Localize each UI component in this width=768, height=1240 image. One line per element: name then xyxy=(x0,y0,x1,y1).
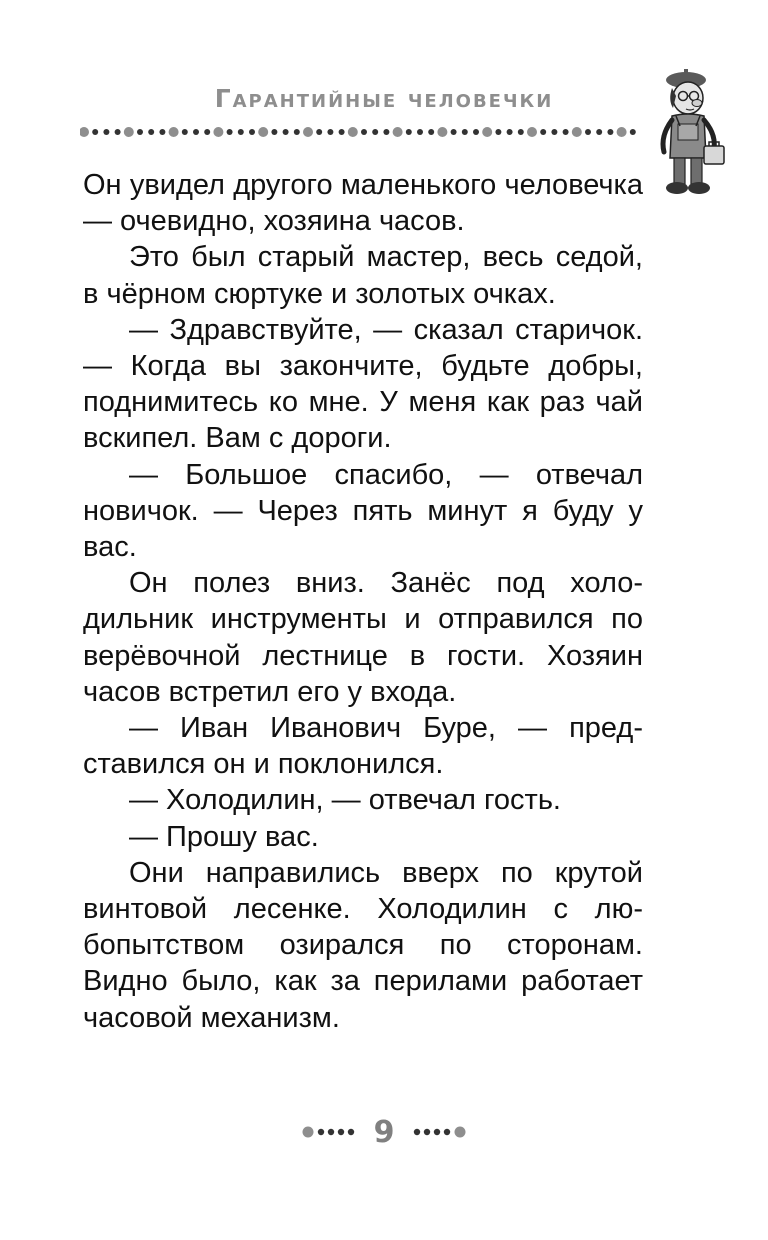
paragraph: — Большое спасибо, — отвечал новичок. — Через пять минут я буду у вас. xyxy=(83,458,643,564)
divider-dot xyxy=(348,127,358,137)
divider-dot xyxy=(507,129,513,135)
divider-dot xyxy=(572,127,582,137)
paragraph: — Здравствуйте, — сказал старичок. — Когда вы закончите, будьте добры, поднимитесь ко мне. У меня как раз чай вскипел. Вам с дороги. xyxy=(83,313,643,455)
divider-dot xyxy=(406,129,412,135)
divider-dot xyxy=(372,129,378,135)
divider-dot xyxy=(283,129,289,135)
divider-dot xyxy=(294,129,300,135)
divider-dot xyxy=(527,127,537,137)
divider-dot xyxy=(148,129,154,135)
paragraph: Это был старый мастер, весь седой, в чёрном сюртуке и золотых очках. xyxy=(83,241,643,310)
running-head: Гарантийные человечки xyxy=(214,84,554,113)
divider-dot xyxy=(213,127,223,137)
divider-dot xyxy=(227,129,233,135)
divider-dot xyxy=(159,129,165,135)
divider-dot xyxy=(361,129,367,135)
page-footer xyxy=(0,1112,768,1152)
divider-dot xyxy=(451,129,457,135)
divider-dot xyxy=(383,129,389,135)
divider-dot xyxy=(462,129,468,135)
dotted-divider-icon xyxy=(80,125,640,139)
divider-dot xyxy=(437,127,447,137)
dot-cluster-icon xyxy=(302,1125,356,1139)
divider-dot xyxy=(92,129,98,135)
divider-dot xyxy=(169,127,179,137)
paragraph: Он полез вниз. Занёс под холодильник инструменты и отправился по верёвочной лестнице в гости. Хозяин часов встретил его у входа. xyxy=(83,567,643,708)
paragraph: Они направились вверх по крутой винтовой лесенке. Холодилин с любопытством озирался по сторонам. Видно было, как за перилами работает часовой механизм. xyxy=(83,856,643,1034)
divider-dot xyxy=(303,127,313,137)
divider-dot xyxy=(495,129,501,135)
divider-dot xyxy=(563,129,569,135)
body-text xyxy=(83,167,643,1036)
divider-dot xyxy=(540,129,546,135)
divider-dot xyxy=(393,127,403,137)
divider-dot xyxy=(249,129,255,135)
divider-dot xyxy=(80,127,89,137)
divider-dot xyxy=(585,129,591,135)
divider-dot xyxy=(193,129,199,135)
paragraph: — Прошу вас. xyxy=(129,820,319,853)
divider-dot xyxy=(596,129,602,135)
divider-dot xyxy=(518,129,524,135)
little-man-with-beret-icon xyxy=(646,66,730,198)
divider-dot xyxy=(339,129,345,135)
divider-dot xyxy=(182,129,188,135)
divider-dot xyxy=(271,129,277,135)
divider-dot xyxy=(258,127,268,137)
page-number: 9 xyxy=(373,1114,395,1150)
divider-dot xyxy=(417,129,423,135)
divider-dot xyxy=(316,129,322,135)
paragraph: — Иван Иванович Буре, — представился он и поклонился. xyxy=(83,712,643,781)
divider-dot xyxy=(551,129,557,135)
divider-dot xyxy=(482,127,492,137)
divider-dot xyxy=(630,129,636,135)
divider-dot xyxy=(238,129,244,135)
divider-dot xyxy=(115,129,121,135)
paragraph: — Холодилин, — отвечал гость. xyxy=(129,784,561,817)
divider-dot xyxy=(137,129,143,135)
dot-cluster-icon xyxy=(412,1125,466,1139)
divider-dot xyxy=(473,129,479,135)
divider-dot xyxy=(204,129,210,135)
divider-dot xyxy=(617,127,627,137)
divider-dot xyxy=(124,127,134,137)
divider-dot xyxy=(327,129,333,135)
paragraph: Он увидел другого маленького человечка — очевидно, хозяина часов. xyxy=(83,169,643,238)
divider-dot xyxy=(607,129,613,135)
divider-dot xyxy=(103,129,109,135)
divider-dot xyxy=(428,129,434,135)
